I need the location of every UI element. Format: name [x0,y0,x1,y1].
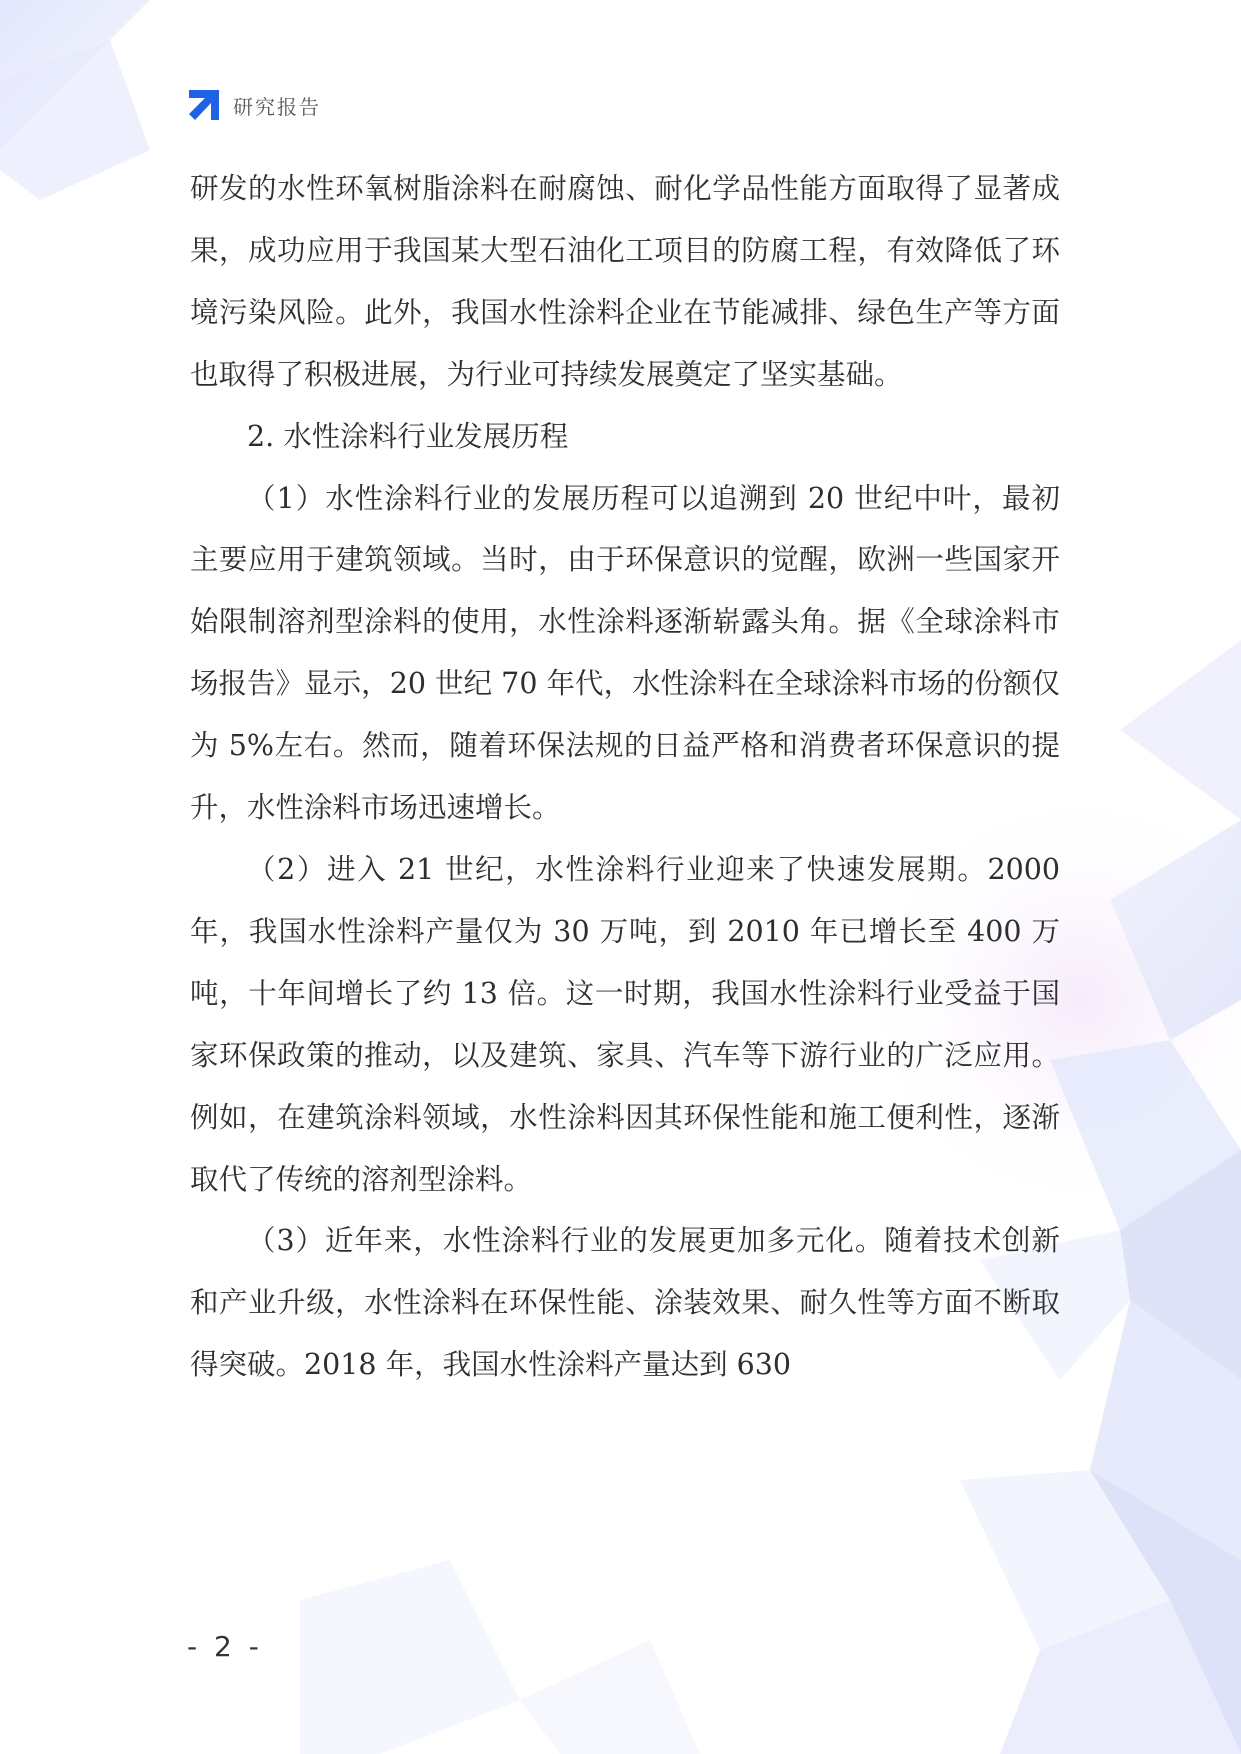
section-heading: 2. 水性涂料行业发展历程 [247,419,569,453]
body-paragraph: 研发的水性环氧树脂涂料在耐腐蚀、耐化学品性能方面取得了显著成果，成功应用于我国某大型石油化工项目的防腐工程，有效降低了环境污染风险。此外，我国水性涂料企业在节能减排、绿色生产等方面也取得了积极进展，为行业可持续发展奠定了坚实基础。 [190,172,1060,391]
page-number: - 2 - [187,1630,263,1663]
body-paragraph: （2）进入 21 世纪，水性涂料行业迎来了快速发展期。2000 年，我国水性涂料产量仅为 30 万吨，到 2010 年已增长至 400 万吨，十年间增长了约 13 倍。这一时期，我国水性涂料行业受益于国家环保政策的推动，以及建筑、家具、汽车等下游行业的广泛应用。例如，在建筑涂料领域，水性涂料因其环保性能和施工便利性，逐渐取代了传统的溶剂型涂料。 [190,852,1060,1196]
body-paragraph: （1）水性涂料行业的发展历程可以追溯到 20 世纪中叶，最初主要应用于建筑领域。当时，由于环保意识的觉醒，欧洲一些国家开始限制溶剂型涂料的使用，水性涂料逐渐崭露头角。据《全球涂料市场报告》显示，20 世纪 70 年代，水性涂料在全球涂料市场的份额仅为 5%左右。然而，随着环保法规的日益严格和消费者环保意识的提升，水性涂料市场迅速增长。 [190,481,1060,825]
report-body [190,158,1060,1396]
arrow-up-right-icon [187,88,221,122]
report-header [187,88,321,122]
header-label: 研究报告 [233,94,321,119]
body-paragraph: （3）近年来，水性涂料行业的发展更加多元化。随着技术创新和产业升级，水性涂料在环保性能、涂装效果、耐久性等方面不断取得突破。2018 年，我国水性涂料产量达到 630 [190,1224,1060,1382]
